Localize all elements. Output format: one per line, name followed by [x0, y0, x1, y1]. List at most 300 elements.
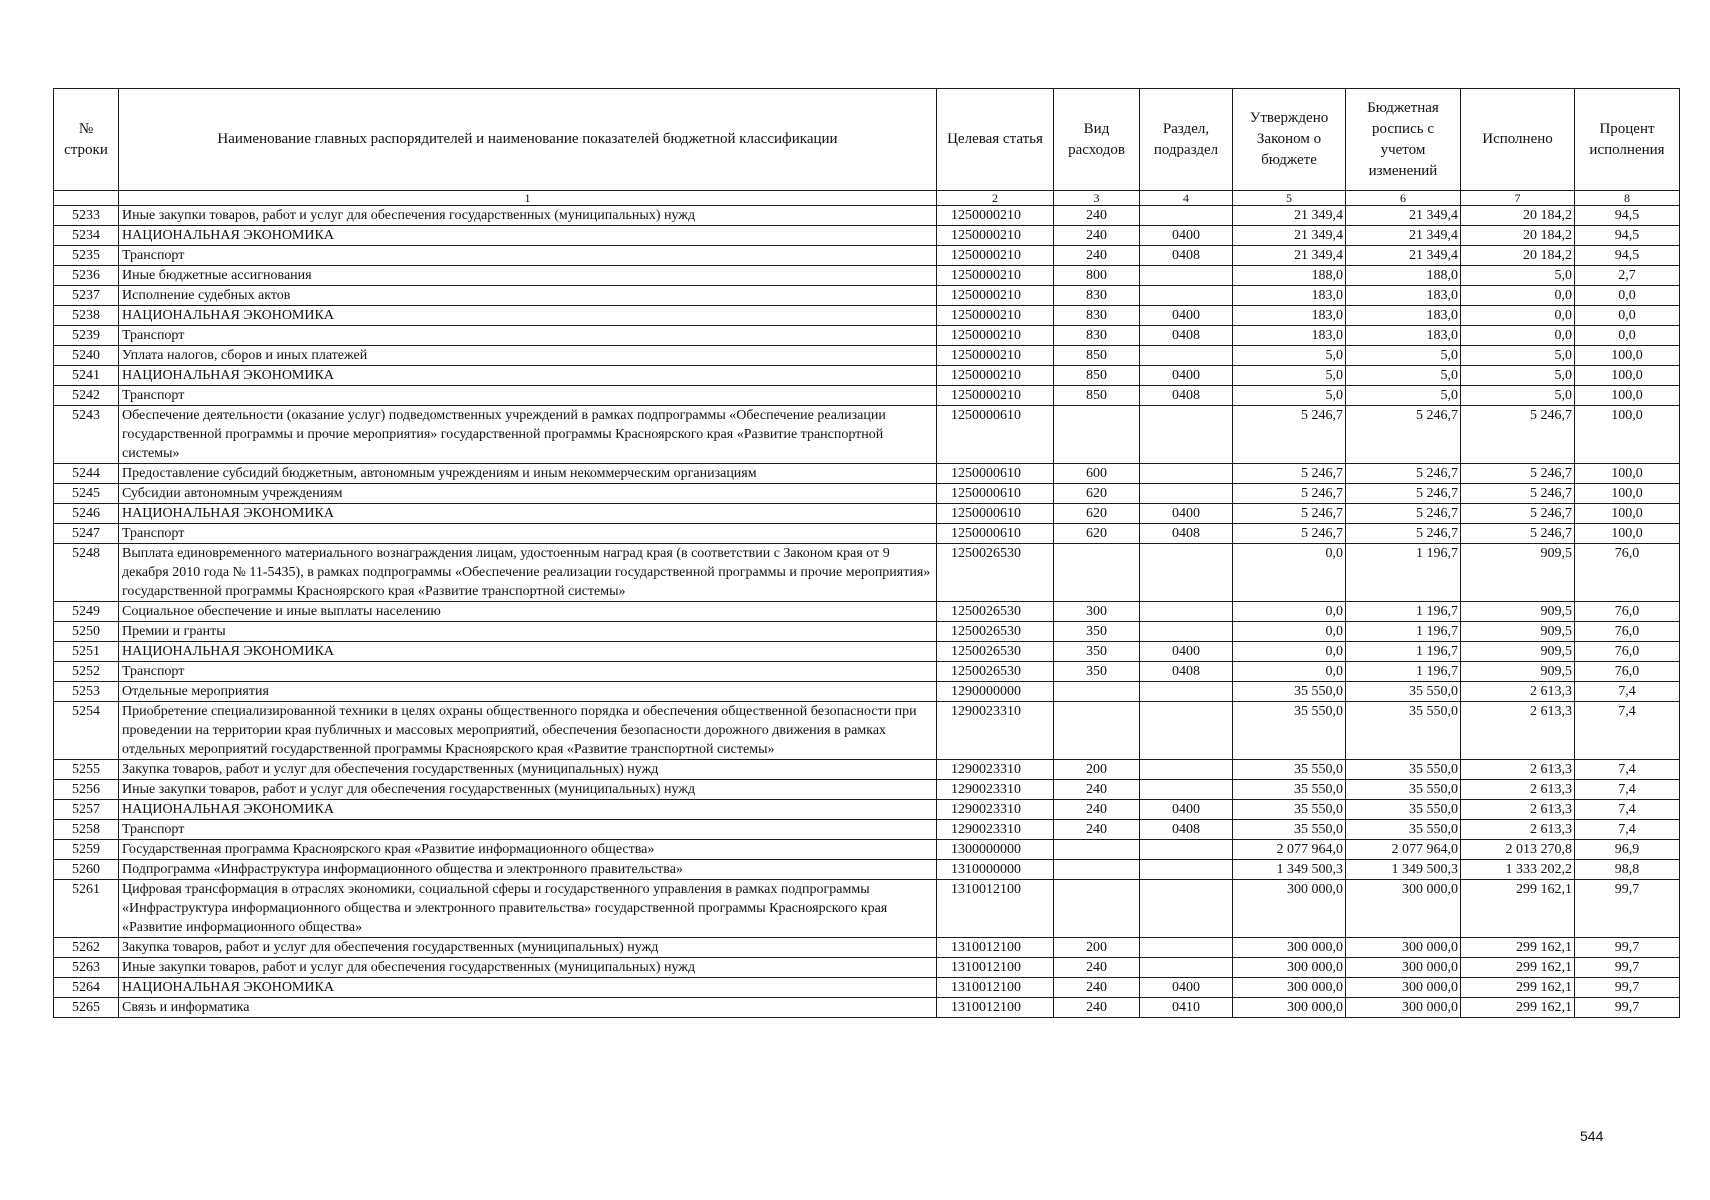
table-row [54, 780, 1680, 800]
expense-type: 850 [1054, 386, 1140, 406]
execution-percent: 100,0 [1575, 504, 1680, 524]
row-number: 5259 [54, 840, 119, 860]
row-number: 5254 [54, 702, 119, 760]
table-row [54, 938, 1680, 958]
approved-amount: 5 246,7 [1233, 524, 1346, 544]
table-row [54, 800, 1680, 820]
indicator-name: НАЦИОНАЛЬНАЯ ЭКОНОМИКА [119, 306, 937, 326]
section-code: 0408 [1140, 662, 1233, 682]
target-article: 1250000210 [937, 386, 1054, 406]
budget-list-amount: 300 000,0 [1346, 958, 1461, 978]
section-code [1140, 780, 1233, 800]
page-number: 544 [1580, 1128, 1604, 1144]
header-target: Целевая статья [937, 89, 1054, 191]
execution-percent: 94,5 [1575, 206, 1680, 226]
budget-list-amount: 5,0 [1346, 366, 1461, 386]
section-code [1140, 266, 1233, 286]
budget-list-amount: 1 196,7 [1346, 642, 1461, 662]
target-article: 1300000000 [937, 840, 1054, 860]
target-article: 1250026530 [937, 642, 1054, 662]
budget-list-amount: 1 196,7 [1346, 602, 1461, 622]
approved-amount: 5 246,7 [1233, 484, 1346, 504]
indicator-name: Закупка товаров, работ и услуг для обеспечения государственных (муниципальных) нужд [119, 938, 937, 958]
table-row [54, 266, 1680, 286]
executed-amount: 5,0 [1461, 366, 1575, 386]
executed-amount: 299 162,1 [1461, 880, 1575, 938]
executed-amount: 2 013 270,8 [1461, 840, 1575, 860]
indicator-name: НАЦИОНАЛЬНАЯ ЭКОНОМИКА [119, 366, 937, 386]
expense-type [1054, 702, 1140, 760]
indicator-name: Государственная программа Красноярского края «Развитие информационного общества» [119, 840, 937, 860]
column-number: 8 [1575, 191, 1680, 206]
section-code: 0408 [1140, 524, 1233, 544]
indicator-name: Предоставление субсидий бюджетным, автономным учреждениям и иным некоммерческим организациям [119, 464, 937, 484]
target-article: 1310012100 [937, 998, 1054, 1018]
section-code [1140, 544, 1233, 602]
approved-amount: 21 349,4 [1233, 206, 1346, 226]
expense-type: 350 [1054, 662, 1140, 682]
execution-percent: 100,0 [1575, 524, 1680, 544]
header-row-no: № строки [54, 89, 119, 191]
table-row [54, 760, 1680, 780]
executed-amount: 909,5 [1461, 642, 1575, 662]
budget-list-amount: 300 000,0 [1346, 978, 1461, 998]
budget-list-amount: 188,0 [1346, 266, 1461, 286]
row-number: 5261 [54, 880, 119, 938]
table-row [54, 544, 1680, 602]
row-number: 5252 [54, 662, 119, 682]
indicator-name: Выплата единовременного материального вознаграждения лицам, удостоенным наград края (в соответствии с Законом края от 9 декабря 2010 года № 11-5435), в рамках подпрограммы «Обеспечение реализации государственной программы и прочие мероприятия» государственной программы Красноярского края «Развитие транспортной системы» [119, 544, 937, 602]
target-article: 1310000000 [937, 860, 1054, 880]
budget-list-amount: 35 550,0 [1346, 702, 1461, 760]
budget-list-amount: 300 000,0 [1346, 998, 1461, 1018]
execution-percent: 100,0 [1575, 464, 1680, 484]
approved-amount: 5,0 [1233, 386, 1346, 406]
indicator-name: Социальное обеспечение и иные выплаты населению [119, 602, 937, 622]
executed-amount: 299 162,1 [1461, 958, 1575, 978]
target-article: 1290000000 [937, 682, 1054, 702]
approved-amount: 0,0 [1233, 544, 1346, 602]
target-article: 1250000210 [937, 346, 1054, 366]
approved-amount: 21 349,4 [1233, 226, 1346, 246]
indicator-name: Транспорт [119, 662, 937, 682]
row-number: 5237 [54, 286, 119, 306]
indicator-name: Премии и гранты [119, 622, 937, 642]
target-article: 1250000610 [937, 406, 1054, 464]
section-code: 0400 [1140, 306, 1233, 326]
table-row [54, 958, 1680, 978]
expense-type: 620 [1054, 504, 1140, 524]
execution-percent: 2,7 [1575, 266, 1680, 286]
executed-amount: 2 613,3 [1461, 682, 1575, 702]
executed-amount: 20 184,2 [1461, 206, 1575, 226]
row-number: 5242 [54, 386, 119, 406]
section-code [1140, 760, 1233, 780]
budget-list-amount: 21 349,4 [1346, 246, 1461, 266]
indicator-name: Подпрограмма «Инфраструктура информационного общества и электронного правительства» [119, 860, 937, 880]
budget-list-amount: 1 349 500,3 [1346, 860, 1461, 880]
table-row [54, 346, 1680, 366]
expense-type [1054, 880, 1140, 938]
budget-list-amount: 300 000,0 [1346, 880, 1461, 938]
executed-amount: 20 184,2 [1461, 246, 1575, 266]
approved-amount: 0,0 [1233, 662, 1346, 682]
row-number: 5245 [54, 484, 119, 504]
section-code [1140, 682, 1233, 702]
header-row [54, 89, 1680, 191]
section-code: 0400 [1140, 226, 1233, 246]
section-code [1140, 702, 1233, 760]
executed-amount: 2 613,3 [1461, 760, 1575, 780]
execution-percent: 7,4 [1575, 820, 1680, 840]
executed-amount: 909,5 [1461, 544, 1575, 602]
approved-amount: 35 550,0 [1233, 800, 1346, 820]
table-row [54, 206, 1680, 226]
approved-amount: 0,0 [1233, 622, 1346, 642]
section-code [1140, 860, 1233, 880]
expense-type: 830 [1054, 306, 1140, 326]
table-row [54, 682, 1680, 702]
target-article: 1310012100 [937, 958, 1054, 978]
expense-type: 240 [1054, 800, 1140, 820]
approved-amount: 2 077 964,0 [1233, 840, 1346, 860]
expense-type: 620 [1054, 484, 1140, 504]
executed-amount: 2 613,3 [1461, 800, 1575, 820]
target-article: 1250000610 [937, 524, 1054, 544]
expense-type: 830 [1054, 326, 1140, 346]
approved-amount: 1 349 500,3 [1233, 860, 1346, 880]
indicator-name: НАЦИОНАЛЬНАЯ ЭКОНОМИКА [119, 642, 937, 662]
section-code: 0400 [1140, 978, 1233, 998]
section-code: 0408 [1140, 246, 1233, 266]
budget-list-amount: 21 349,4 [1346, 226, 1461, 246]
executed-amount: 2 613,3 [1461, 820, 1575, 840]
budget-list-amount: 35 550,0 [1346, 760, 1461, 780]
table-row [54, 880, 1680, 938]
approved-amount: 35 550,0 [1233, 760, 1346, 780]
budget-list-amount: 1 196,7 [1346, 662, 1461, 682]
table-body [54, 206, 1680, 1018]
row-number: 5240 [54, 346, 119, 366]
approved-amount: 35 550,0 [1233, 820, 1346, 840]
target-article: 1250026530 [937, 622, 1054, 642]
budget-list-amount: 5 246,7 [1346, 406, 1461, 464]
executed-amount: 5 246,7 [1461, 406, 1575, 464]
executed-amount: 2 613,3 [1461, 780, 1575, 800]
table-row [54, 306, 1680, 326]
execution-percent: 100,0 [1575, 484, 1680, 504]
row-number: 5234 [54, 226, 119, 246]
table-row [54, 702, 1680, 760]
row-number: 5248 [54, 544, 119, 602]
executed-amount: 909,5 [1461, 602, 1575, 622]
budget-list-amount: 300 000,0 [1346, 938, 1461, 958]
column-number: 2 [937, 191, 1054, 206]
table-row [54, 602, 1680, 622]
execution-percent: 100,0 [1575, 366, 1680, 386]
row-number: 5235 [54, 246, 119, 266]
execution-percent: 94,5 [1575, 226, 1680, 246]
table-row [54, 504, 1680, 524]
approved-amount: 5 246,7 [1233, 406, 1346, 464]
execution-percent: 96,9 [1575, 840, 1680, 860]
expense-type [1054, 406, 1140, 464]
row-number: 5260 [54, 860, 119, 880]
indicator-name: Субсидии автономным учреждениям [119, 484, 937, 504]
table-row [54, 978, 1680, 998]
indicator-name: Иные закупки товаров, работ и услуг для обеспечения государственных (муниципальных) нужд [119, 780, 937, 800]
column-number-row [54, 191, 1680, 206]
approved-amount: 0,0 [1233, 642, 1346, 662]
header-approved: Утверждено Законом о бюджете [1233, 89, 1346, 191]
approved-amount: 300 000,0 [1233, 958, 1346, 978]
budget-list-amount: 2 077 964,0 [1346, 840, 1461, 860]
expense-type [1054, 860, 1140, 880]
row-number: 5251 [54, 642, 119, 662]
section-code: 0408 [1140, 326, 1233, 346]
expense-type: 200 [1054, 760, 1140, 780]
target-article: 1310012100 [937, 978, 1054, 998]
target-article: 1290023310 [937, 702, 1054, 760]
budget-execution-table [53, 88, 1680, 1018]
row-number: 5250 [54, 622, 119, 642]
header-expense-type: Вид расходов [1054, 89, 1140, 191]
section-code: 0400 [1140, 504, 1233, 524]
header-percent: Процент исполнения [1575, 89, 1680, 191]
section-code [1140, 484, 1233, 504]
execution-percent: 0,0 [1575, 306, 1680, 326]
expense-type: 830 [1054, 286, 1140, 306]
executed-amount: 5 246,7 [1461, 464, 1575, 484]
execution-percent: 7,4 [1575, 760, 1680, 780]
table-row [54, 484, 1680, 504]
approved-amount: 35 550,0 [1233, 780, 1346, 800]
row-number: 5257 [54, 800, 119, 820]
column-number: 6 [1346, 191, 1461, 206]
indicator-name: Транспорт [119, 386, 937, 406]
budget-list-amount: 5,0 [1346, 346, 1461, 366]
budget-list-amount: 5 246,7 [1346, 464, 1461, 484]
target-article: 1250000210 [937, 246, 1054, 266]
indicator-name: Транспорт [119, 246, 937, 266]
target-article: 1250026530 [937, 662, 1054, 682]
row-number: 5236 [54, 266, 119, 286]
row-number: 5243 [54, 406, 119, 464]
target-article: 1290023310 [937, 800, 1054, 820]
budget-list-amount: 5,0 [1346, 386, 1461, 406]
expense-type: 200 [1054, 938, 1140, 958]
section-code: 0400 [1140, 642, 1233, 662]
expense-type: 240 [1054, 978, 1140, 998]
table-row [54, 642, 1680, 662]
budget-list-amount: 183,0 [1346, 286, 1461, 306]
section-code [1140, 840, 1233, 860]
budget-list-amount: 5 246,7 [1346, 524, 1461, 544]
approved-amount: 183,0 [1233, 306, 1346, 326]
target-article: 1250000210 [937, 306, 1054, 326]
row-number: 5239 [54, 326, 119, 346]
budget-list-amount: 183,0 [1346, 326, 1461, 346]
executed-amount: 299 162,1 [1461, 938, 1575, 958]
header-executed: Исполнено [1461, 89, 1575, 191]
section-code [1140, 406, 1233, 464]
executed-amount: 909,5 [1461, 662, 1575, 682]
column-number: 7 [1461, 191, 1575, 206]
section-code: 0400 [1140, 800, 1233, 820]
expense-type: 350 [1054, 622, 1140, 642]
approved-amount: 35 550,0 [1233, 702, 1346, 760]
target-article: 1250000210 [937, 266, 1054, 286]
table-row [54, 524, 1680, 544]
execution-percent: 100,0 [1575, 386, 1680, 406]
expense-type [1054, 682, 1140, 702]
execution-percent: 0,0 [1575, 286, 1680, 306]
budget-list-amount: 5 246,7 [1346, 484, 1461, 504]
indicator-name: НАЦИОНАЛЬНАЯ ЭКОНОМИКА [119, 800, 937, 820]
execution-percent: 76,0 [1575, 622, 1680, 642]
row-number: 5244 [54, 464, 119, 484]
row-number: 5256 [54, 780, 119, 800]
executed-amount: 5 246,7 [1461, 484, 1575, 504]
indicator-name: Транспорт [119, 326, 937, 346]
budget-list-amount: 5 246,7 [1346, 504, 1461, 524]
executed-amount: 0,0 [1461, 306, 1575, 326]
row-number: 5262 [54, 938, 119, 958]
row-number: 5238 [54, 306, 119, 326]
expense-type: 800 [1054, 266, 1140, 286]
execution-percent: 7,4 [1575, 800, 1680, 820]
table-row [54, 622, 1680, 642]
table-row [54, 840, 1680, 860]
section-code: 0400 [1140, 366, 1233, 386]
target-article: 1250000210 [937, 226, 1054, 246]
execution-percent: 7,4 [1575, 702, 1680, 760]
execution-percent: 76,0 [1575, 662, 1680, 682]
expense-type [1054, 840, 1140, 860]
target-article: 1290023310 [937, 820, 1054, 840]
execution-percent: 76,0 [1575, 642, 1680, 662]
approved-amount: 21 349,4 [1233, 246, 1346, 266]
target-article: 1250000610 [937, 464, 1054, 484]
section-code: 0408 [1140, 820, 1233, 840]
executed-amount: 909,5 [1461, 622, 1575, 642]
approved-amount: 300 000,0 [1233, 880, 1346, 938]
expense-type: 350 [1054, 642, 1140, 662]
expense-type: 850 [1054, 346, 1140, 366]
executed-amount: 5 246,7 [1461, 524, 1575, 544]
execution-percent: 100,0 [1575, 406, 1680, 464]
approved-amount: 5,0 [1233, 346, 1346, 366]
table-row [54, 386, 1680, 406]
indicator-name: Иные закупки товаров, работ и услуг для обеспечения государственных (муниципальных) нужд [119, 958, 937, 978]
execution-percent: 0,0 [1575, 326, 1680, 346]
header-name: Наименование главных распорядителей и наименование показателей бюджетной классификации [119, 89, 937, 191]
executed-amount: 0,0 [1461, 286, 1575, 306]
approved-amount: 300 000,0 [1233, 998, 1346, 1018]
expense-type: 240 [1054, 246, 1140, 266]
execution-percent: 99,7 [1575, 978, 1680, 998]
expense-type: 240 [1054, 820, 1140, 840]
executed-amount: 5,0 [1461, 346, 1575, 366]
target-article: 1250000210 [937, 366, 1054, 386]
approved-amount: 183,0 [1233, 326, 1346, 346]
budget-list-amount: 35 550,0 [1346, 682, 1461, 702]
indicator-name: Приобретение специализированной техники в целях охраны общественного порядка и обеспечения общественной безопасности при проведении на территории края публичных и массовых мероприятий, обеспечения безопасности дорожного движения в рамках отдельных мероприятий государственной программы Красноярского края «Развитие транспортной системы» [119, 702, 937, 760]
column-number [54, 191, 119, 206]
indicator-name: Иные закупки товаров, работ и услуг для обеспечения государственных (муниципальных) нужд [119, 206, 937, 226]
indicator-name: Иные бюджетные ассигнования [119, 266, 937, 286]
executed-amount: 299 162,1 [1461, 978, 1575, 998]
row-number: 5246 [54, 504, 119, 524]
target-article: 1250000210 [937, 286, 1054, 306]
table-row [54, 366, 1680, 386]
executed-amount: 5,0 [1461, 266, 1575, 286]
approved-amount: 300 000,0 [1233, 978, 1346, 998]
indicator-name: Закупка товаров, работ и услуг для обеспечения государственных (муниципальных) нужд [119, 760, 937, 780]
budget-list-amount: 1 196,7 [1346, 544, 1461, 602]
target-article: 1250000210 [937, 326, 1054, 346]
budget-list-amount: 35 550,0 [1346, 780, 1461, 800]
table-row [54, 406, 1680, 464]
target-article: 1250026530 [937, 602, 1054, 622]
table-row [54, 464, 1680, 484]
budget-list-amount: 183,0 [1346, 306, 1461, 326]
row-number: 5247 [54, 524, 119, 544]
section-code: 0410 [1140, 998, 1233, 1018]
indicator-name: Цифровая трансформация в отраслях экономики, социальной сферы и государственного управления в рамках подпрограммы «Инфраструктура информационного общества и электронного правительства» государственной программы Красноярского края «Развитие информационного общества» [119, 880, 937, 938]
row-number: 5233 [54, 206, 119, 226]
indicator-name: Связь и информатика [119, 998, 937, 1018]
expense-type: 240 [1054, 998, 1140, 1018]
column-number: 3 [1054, 191, 1140, 206]
execution-percent: 76,0 [1575, 544, 1680, 602]
table-row [54, 286, 1680, 306]
target-article: 1250000610 [937, 504, 1054, 524]
approved-amount: 5 246,7 [1233, 504, 1346, 524]
column-number: 5 [1233, 191, 1346, 206]
executed-amount: 1 333 202,2 [1461, 860, 1575, 880]
table-row [54, 998, 1680, 1018]
indicator-name: Транспорт [119, 820, 937, 840]
execution-percent: 99,7 [1575, 880, 1680, 938]
target-article: 1310012100 [937, 880, 1054, 938]
table-row [54, 820, 1680, 840]
expense-type [1054, 544, 1140, 602]
target-article: 1310012100 [937, 938, 1054, 958]
expense-type: 240 [1054, 206, 1140, 226]
row-number: 5241 [54, 366, 119, 386]
indicator-name: НАЦИОНАЛЬНАЯ ЭКОНОМИКА [119, 226, 937, 246]
column-number: 4 [1140, 191, 1233, 206]
target-article: 1250000210 [937, 206, 1054, 226]
expense-type: 240 [1054, 780, 1140, 800]
section-code [1140, 958, 1233, 978]
expense-type: 620 [1054, 524, 1140, 544]
section-code [1140, 286, 1233, 306]
indicator-name: НАЦИОНАЛЬНАЯ ЭКОНОМИКА [119, 978, 937, 998]
table-row [54, 860, 1680, 880]
target-article: 1250026530 [937, 544, 1054, 602]
section-code [1140, 346, 1233, 366]
approved-amount: 5,0 [1233, 366, 1346, 386]
approved-amount: 188,0 [1233, 266, 1346, 286]
execution-percent: 100,0 [1575, 346, 1680, 366]
header-budget-list: Бюджетная роспись с учетом изменений [1346, 89, 1461, 191]
execution-percent: 99,7 [1575, 958, 1680, 978]
execution-percent: 98,8 [1575, 860, 1680, 880]
section-code: 0408 [1140, 386, 1233, 406]
section-code [1140, 206, 1233, 226]
